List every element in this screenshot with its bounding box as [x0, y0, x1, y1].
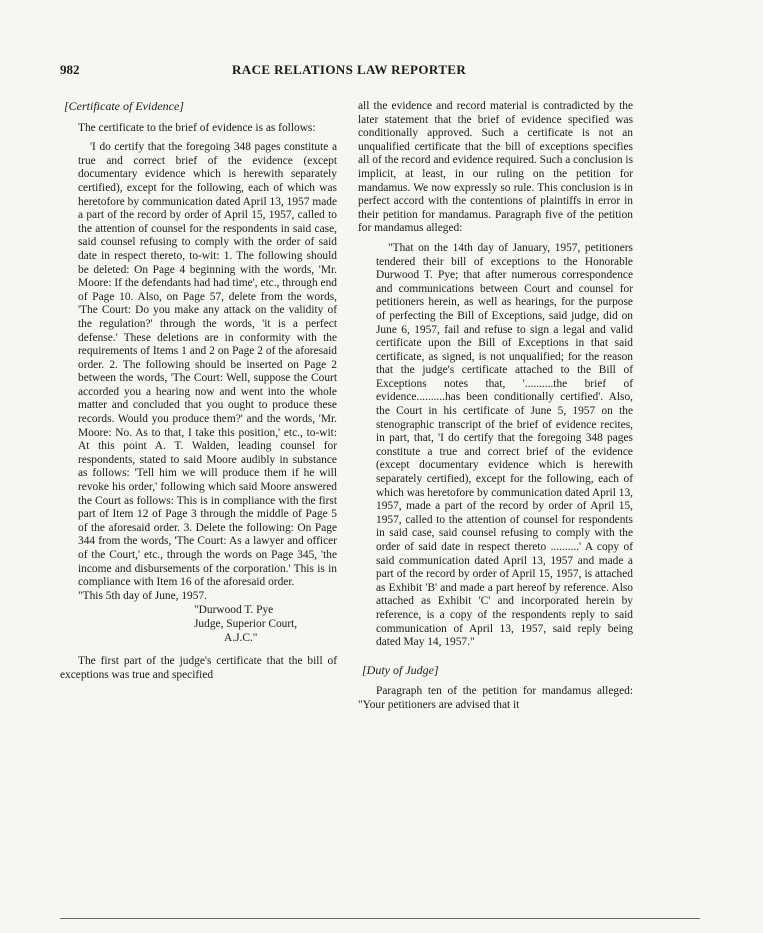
signature-block [194, 603, 337, 645]
left-column [60, 100, 337, 683]
intro-paragraph: The certificate to the brief of evidence is as follows: [78, 121, 316, 134]
section-heading-duty: [Duty of Judge] [362, 662, 439, 677]
page-number: 982 [60, 62, 80, 77]
closing-paragraph-right: Paragraph ten of the petition for mandamus alleged: "Your petitioners are advised that it [358, 685, 633, 711]
petition-quote: "That on the 14th day of January, 1957, petitioners tendered their bill of exceptions to the Honorable Durwood T. Pye; that after numerous correspondence and communications between Court and counsel for petitioners herein, as well as hearings, for the purpose of perfecting the Bill of Exceptions, said judge, did on June 6, 1957, fail and refuse to sign a legal and valid certificate upon the Bill of Exceptions in that said certificate, as signed, is not unqualified; for the reason that the judge's certificate attached to the Bill of Exceptions notes that, '..........the brief of evidence..........has been conditionally certified'. Also, the Court in his certificate of June 5, 1957 on the stenographic transcript of the brief of evidence recites, in part, that, 'I do certify that the foregoing 348 pages constitute a true and correct brief of the evidence (except documentary evidence which is herewith separately certified), except for the following, each of which was heretofore by communication dated April 13, 1957, made a part of the record by order of April 15, 1957, called to the attention of counsel for respondents in said case, said counsel refusing to comply with the order of said date in respect thereto ..........' A copy of said communication dated April 13, 1957 and made a part of the record by order of April 15, 1957, is attached as Exhibit 'B' and made a part hereof by reference. Also attached as Exhibit 'C' and incorporated herein by reference, is a copy of the respondents reply to said communication of April 13, 1957, said reply being dated May 14, 1957." [376, 241, 633, 649]
running-header-title: RACE RELATIONS LAW REPORTER [232, 62, 467, 77]
right-column [358, 100, 633, 713]
certificate-quote: 'I do certify that the foregoing 348 pages constitute a true and correct brief of the evidence (except documentary evidence which is herewith separately certified), except for the following, each of which was heretofore by communication dated April 13, 1957 made a part of the record by order of April 15, 1957, called to the attention of counsel for the respondents in said case, said counsel refusing to comply with the order of said date in respect thereto, to-wit: 1. The following should be deleted: On Page 4 beginning with the words, 'Mr. Moore: If the defendants had had time', etc., through end of Page 10. Also, on Page 57, delete from the words, 'The Court: Do you make any attack on the validity of the regulation?' through the words, 'it is a perfect defense.' These deletions are in conformity with the requirements of Items 1 and 2 on Page 2 of the aforesaid order. 2. The following should be inserted on Page 2 between the words, 'The Court: Well, suppose the Court accorded you a hearing now and went into the whole matter and concluded that you ought to produce these records. Would you produce them?' and the words, 'Mr. Moore: No. As to that, I take this position,' etc., to-wit: At this point A. T. Walden, leading counsel for respondents, stated to said Moore audibly in substance as follows: 'Tell him we will produce them if he will revoke his order,' following which said Moore answered the Court as follows: This is in compliance with the first part of Item 12 of Page 3 through the middle of Page 5 of the aforesaid order. 3. Delete the following: On Page 344 from the words, 'The Court: As a lawyer and officer of the Court,' etc., through the words on Page 345, 'the income and disbursements of the corporation.' This is in compliance with Item 16 of the aforesaid order. [78, 141, 337, 589]
continuation-paragraph: all the evidence and record material is contradicted by the later statement that the brief of evidence specified was conditionally approved. Such a certificate is not an unqualified certificate that the bill of exceptions specifies all of the record and evidence required. Such a conclusion is implicit, at least, in our ruling on the petition for mandamus. We now expressly so rule. This conclusion is in perfect accord with the contentions of plaintiffs in error in their petition for mandamus. Paragraph five of the petition for mandamus alleged: [358, 100, 633, 235]
signature-court: A.J.C." [224, 632, 258, 645]
signature-title: Judge, Superior Court, [194, 618, 298, 631]
section-heading-certificate: [Certificate of Evidence] [64, 99, 184, 113]
closing-paragraph: The first part of the judge's certificate that the bill of exceptions was true and specified [60, 655, 337, 681]
bottom-rule [60, 918, 700, 919]
signature-name: "Durwood T. Pye [194, 604, 274, 617]
date-line: "This 5th day of June, 1957. [78, 589, 207, 602]
